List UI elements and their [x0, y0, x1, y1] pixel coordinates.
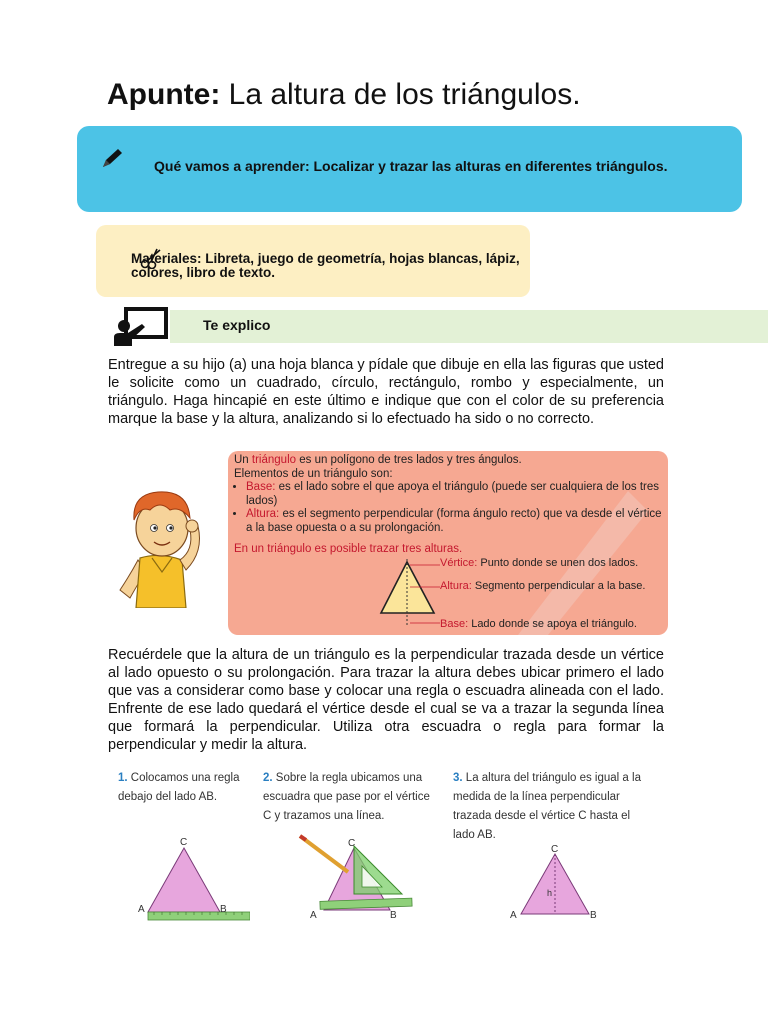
materials-text: Materiales: Libreta, juego de geometría, hojas blancas, lápiz, colores, libro de texto.: [131, 251, 520, 280]
step-1-text: 1. Colocamos una regla debajo del lado AB.: [118, 772, 240, 803]
boy-illustration: [110, 480, 210, 608]
label-b: B: [390, 910, 397, 921]
vertice-label: Vértice: Punto donde se unen dos lados.: [440, 557, 639, 569]
label-c: C: [180, 837, 188, 848]
section-label: Te explico: [203, 317, 271, 333]
altura-definition: • Altura: es el segmento perpendicular (forma ángulo recto) que va desde el vértice a la base opuesta o a su prolongación.: [246, 508, 662, 535]
label-b: B: [590, 910, 597, 921]
paragraph-intro: Entregue a su hijo (a) una hoja blanca y pídale que dibuje en ella las figuras que usted le solicite como un cuadrado, círculo, rectángulo, rombo y especialmente, un triángulo. Haga hincapié en este último e indique que con el color de su preferencia marque la base y la altura, analizando si lo efectuado ha sido o no correcto.: [108, 357, 664, 427]
three-heights-note: En un triángulo es posible trazar tres alturas.: [234, 543, 463, 555]
label-h: h: [547, 888, 553, 898]
teacher-board-icon: [112, 306, 170, 346]
figure-step-2: [298, 832, 438, 924]
triangle-info-box: [228, 451, 668, 635]
base-label: Base: Lado donde se apoya el triángulo.: [440, 618, 637, 630]
altura-label: Altura: Segmento perpendicular a la base.: [440, 580, 646, 592]
paragraph-explanation: Recuérdele que la altura de un triángulo es la perpendicular trazada desde un vértice al lado opuesto o su prolongación. Para trazar la altura debes ubicar primero el lado que vas a considerar como base y colocar una regla o escuadra alineada con el lado. Enfrente de ese lado quedará el vértice desde el cual se va a trazar la segunda línea que formará la perpendicular. Utiliza otra escuadra o regla para formar la perpendicular y medir la altura.: [108, 647, 664, 753]
step-3-text: 3. La altura del triángulo es igual a la medida de la línea perpendicular trazada desde el vértice C hasta el lado AB.: [453, 772, 641, 841]
triangle-definitions: [234, 454, 662, 557]
pencil-icon: [100, 146, 126, 170]
base-definition: • Base: es el lado sobre el que apoya el triángulo (puede ser cualquiera de los tres lados): [246, 481, 662, 508]
label-a: A: [138, 904, 145, 915]
page-title: Apunte: La altura de los triángulos.: [107, 78, 581, 111]
label-c: C: [551, 844, 559, 855]
definition-line: Un triángulo es un polígono de tres lados y tres ángulos.: [234, 454, 522, 466]
label-b: B: [220, 904, 227, 915]
elements-heading: Elementos de un triángulo son:: [234, 467, 393, 480]
figure-step-1: [130, 834, 250, 924]
figure-step-3: [505, 840, 605, 925]
label-c: C: [348, 838, 356, 849]
label-a: A: [510, 910, 517, 921]
objective-text: Qué vamos a aprender: Localizar y trazar las alturas en diferentes triángulos.: [154, 158, 668, 174]
step-2-text: 2. Sobre la regla ubicamos una escuadra que pase por el vértice C y trazamos una línea.: [263, 772, 430, 822]
label-a: A: [310, 910, 317, 921]
